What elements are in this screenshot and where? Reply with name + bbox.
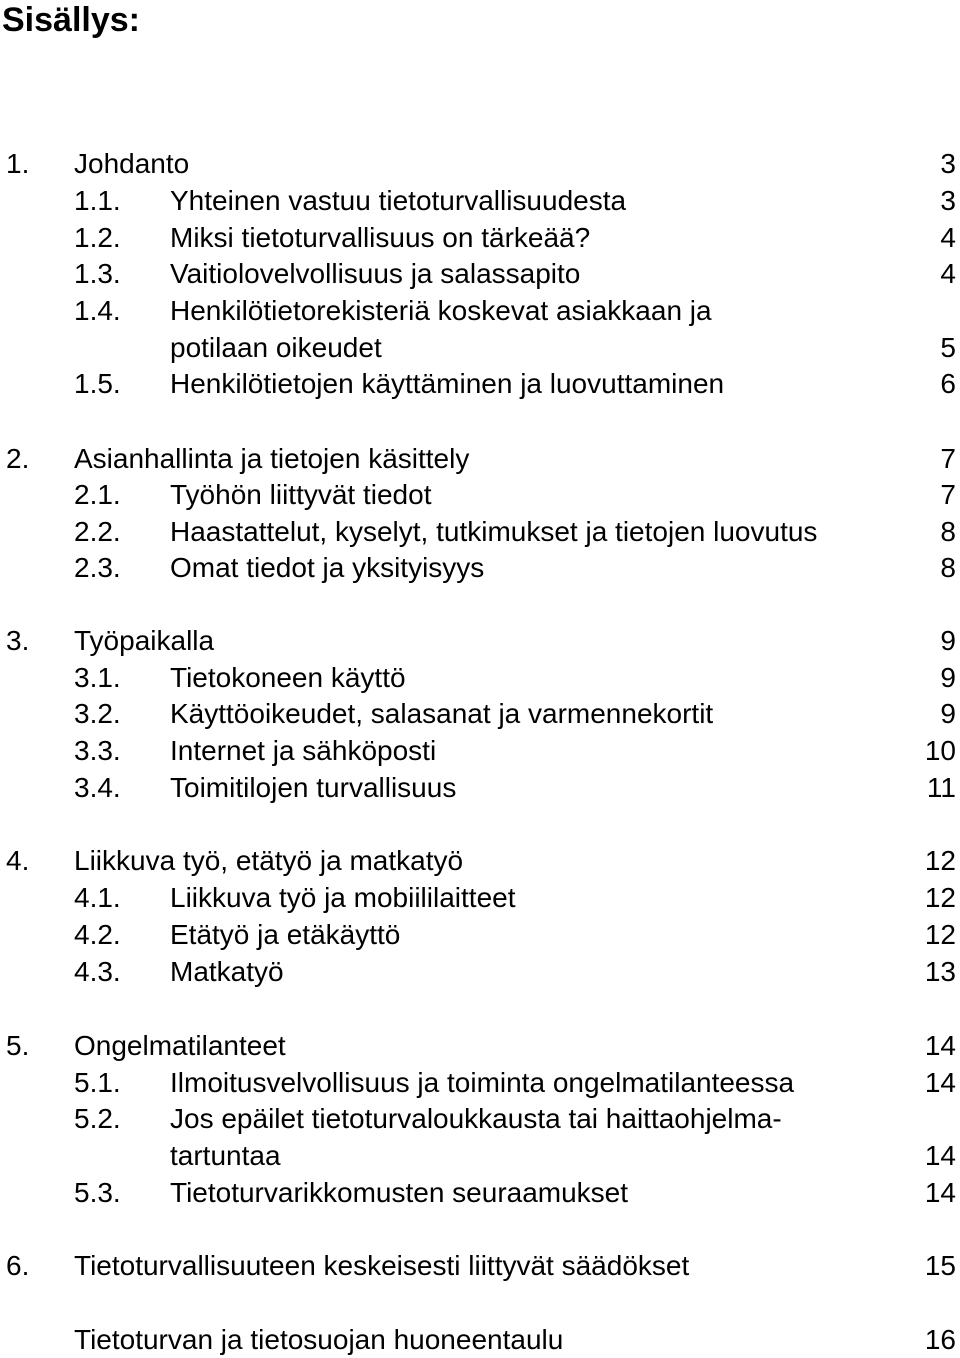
toc-entry-number: 3.4.	[74, 772, 121, 803]
toc-entry-title: Haastattelut, kyselyt, tutkimukset ja tietojen luovutus	[170, 516, 818, 547]
toc-entry-title: Henkilötietojen käyttäminen ja luovuttaminen	[170, 368, 725, 399]
toc-entry-page: 9	[940, 625, 956, 656]
toc-entry-title: tartuntaa	[170, 1140, 281, 1171]
toc-entry-title: Asianhallinta ja tietojen käsittely	[74, 443, 470, 474]
toc-entry-title: Vaitiolovelvollisuus ja salassapito	[170, 258, 581, 289]
toc-entry-title: Tietoturvallisuuteen keskeisesti liittyvät säädökset	[74, 1250, 690, 1281]
toc-entry-number: 3.1.	[74, 662, 121, 693]
toc-entry-page: 3	[940, 148, 956, 179]
toc-entry-page: 4	[940, 258, 956, 289]
toc-entry-number: 4.	[6, 845, 30, 876]
toc-entry	[0, 770, 960, 806]
toc-entry	[0, 696, 960, 732]
toc-entry-number: 1.5.	[74, 368, 121, 399]
toc-entry	[0, 514, 960, 550]
toc-entry	[0, 917, 960, 953]
toc-entry	[0, 1322, 960, 1358]
toc-entry-title: Henkilötietorekisteriä koskevat asiakkaan ja	[170, 295, 712, 326]
toc-entry	[0, 954, 960, 990]
toc-entry-page: 7	[940, 479, 956, 510]
toc-entry-number: 1.3.	[74, 258, 121, 289]
toc-entry-page: 7	[940, 443, 956, 474]
toc-entry	[0, 733, 960, 769]
toc-entry-number: 5.2.	[74, 1103, 121, 1134]
toc-entry	[0, 477, 960, 513]
toc-entry-title: Työhön liittyvät tiedot	[170, 479, 432, 510]
toc-entry	[0, 441, 960, 477]
toc-entry-title: Ongelmatilanteet	[74, 1030, 286, 1061]
toc-entry-title: potilaan oikeudet	[170, 332, 382, 363]
toc-entry-number: 3.2.	[74, 698, 121, 729]
toc-entry	[0, 146, 960, 182]
toc-entry-number: 1.2.	[74, 222, 121, 253]
toc-entry-title: Jos epäilet tietoturvaloukkausta tai haittaohjelma-	[170, 1103, 782, 1134]
toc-entry-page: 5	[940, 332, 956, 363]
toc-entry-page: 14	[924, 1067, 956, 1098]
toc-entry	[0, 623, 960, 659]
toc-entry-title: Miksi tietoturvallisuus on tärkeää?	[170, 222, 591, 253]
toc-entry-number: 2.	[6, 443, 30, 474]
toc-entry-title: Liikkuva työ, etätyö ja matkatyö	[74, 845, 464, 876]
toc-entry-page: 8	[940, 516, 956, 547]
toc-entry-page: 16	[924, 1324, 956, 1355]
toc-entry	[0, 660, 960, 696]
toc-entry	[0, 1138, 960, 1174]
toc-entry-number: 4.1.	[74, 882, 121, 913]
toc-entry-number: 3.3.	[74, 735, 121, 766]
toc-entry-page: 14	[924, 1030, 956, 1061]
toc-entry-number: 1.1.	[74, 185, 121, 216]
toc-entry-page: 14	[924, 1177, 956, 1208]
toc-entry-number: 5.3.	[74, 1177, 121, 1208]
toc-entry-number: 2.3.	[74, 552, 121, 583]
toc-entry	[0, 256, 960, 292]
toc-entry-page: 8	[940, 552, 956, 583]
toc-entry-title: Etätyö ja etäkäyttö	[170, 919, 401, 950]
toc-entry-page: 12	[924, 919, 956, 950]
toc-entry	[0, 366, 960, 402]
toc-entry-number: 5.1.	[74, 1067, 121, 1098]
toc-entry-number: 4.2.	[74, 919, 121, 950]
toc-entry	[0, 1065, 960, 1101]
toc-entry-title: Tietokoneen käyttö	[170, 662, 406, 693]
toc-entry-title: Internet ja sähköposti	[170, 735, 437, 766]
toc-entry-number: 2.1.	[74, 479, 121, 510]
toc-entry-number: 2.2.	[74, 516, 121, 547]
toc-entry-title: Ilmoitusvelvollisuus ja toiminta ongelmatilanteessa	[170, 1067, 795, 1098]
toc-entry	[0, 843, 960, 879]
toc-entry	[0, 183, 960, 219]
toc-entry-number: 1.	[6, 148, 30, 179]
toc-entry-page: 9	[940, 662, 956, 693]
toc-entry-page: 9	[940, 698, 956, 729]
toc-entry	[0, 293, 960, 329]
toc-entry-title: Yhteinen vastuu tietoturvallisuudesta	[170, 185, 627, 216]
toc-entry	[0, 1175, 960, 1211]
toc-entry-page: 13	[924, 956, 956, 987]
toc-entry-page: 11	[926, 772, 956, 803]
toc-entry-title: Tietoturvarikkomusten seuraamukset	[170, 1177, 629, 1208]
toc-entry-title: Matkatyö	[170, 956, 284, 987]
toc-entry	[0, 550, 960, 586]
toc-entry-page: 4	[940, 222, 956, 253]
toc-entry-number: 3.	[6, 625, 30, 656]
toc-entry	[0, 220, 960, 256]
toc-entry-title: Tietoturvan ja tietosuojan huoneentaulu	[74, 1324, 564, 1355]
toc-entry-title: Johdanto	[74, 148, 190, 179]
toc-entry-number: 4.3.	[74, 956, 121, 987]
toc-entry-title: Liikkuva työ ja mobiililaitteet	[170, 882, 516, 913]
toc-entry-page: 15	[924, 1250, 956, 1281]
toc-entry	[0, 330, 960, 366]
toc-entry-page: 12	[924, 882, 956, 913]
toc-entry-page: 14	[924, 1140, 956, 1171]
toc-entry-number: 5.	[6, 1030, 30, 1061]
toc-entry-page: 3	[940, 185, 956, 216]
toc-entry-title: Omat tiedot ja yksityisyys	[170, 552, 485, 583]
toc-entry-number: 1.4.	[74, 295, 121, 326]
toc-entry-page: 6	[940, 368, 956, 399]
toc-entry-title: Käyttöoikeudet, salasanat ja varmennekortit	[170, 698, 714, 729]
toc-entry	[0, 1248, 960, 1284]
page-title: Sisällys:	[2, 1, 140, 39]
toc-entry-page: 12	[924, 845, 956, 876]
toc-entry-title: Työpaikalla	[74, 625, 215, 656]
toc-entry-page: 10	[924, 735, 956, 766]
toc-entry	[0, 880, 960, 916]
toc-entry-title: Toimitilojen turvallisuus	[170, 772, 457, 803]
toc-entry	[0, 1028, 960, 1064]
toc-entry	[0, 1101, 960, 1137]
toc-entry-number: 6.	[6, 1250, 30, 1281]
